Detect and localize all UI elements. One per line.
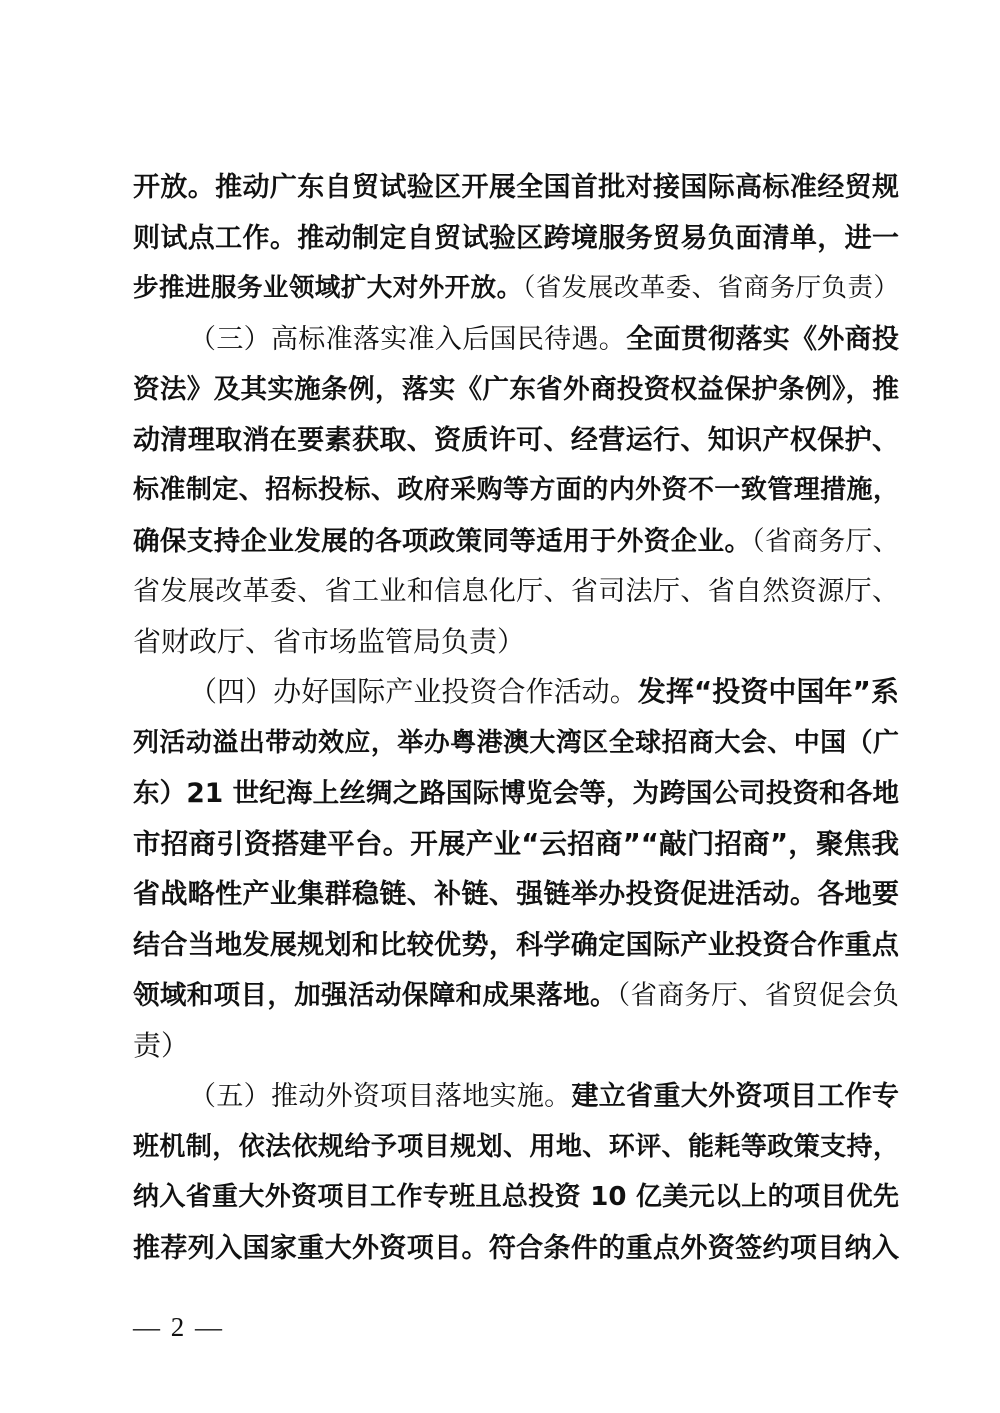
regular-text-segment: （省商务厅、省贸促会负 xyxy=(616,980,900,1011)
paragraph-heading-line xyxy=(133,667,899,718)
bold-text-segment: 发挥“投资中国年”系 xyxy=(637,675,899,708)
text-line xyxy=(133,465,899,516)
bold-text-segment: 东）21 世纪海上丝绸之路国际博览会等，为跨国公司投资和各地 xyxy=(133,778,899,809)
text-line xyxy=(133,718,899,769)
bold-text-segment: 领域和项目，加强活动保障和成果落地。 xyxy=(133,980,617,1011)
bold-text-segment: 动清理取消在要素获取、资质许可、经营运行、知识产权保护、 xyxy=(133,424,899,456)
regular-text-segment: （省发展改革委、省商务厅负责） xyxy=(522,273,899,303)
text-line xyxy=(133,566,899,617)
text-line xyxy=(133,819,899,870)
text-line xyxy=(133,869,899,920)
text-line xyxy=(133,162,899,213)
bold-text-segment: 列活动溢出带动效应，举办粤港澳大湾区全球招商大会、中国（广 xyxy=(133,727,899,758)
text-line xyxy=(133,516,899,567)
bold-text-segment: 纳入省重大外资项目工作专班且总投资 10 亿美元以上的项目优先 xyxy=(133,1182,899,1212)
regular-text-segment: 省财政厅、省市场监管局负责） xyxy=(133,624,526,658)
bold-text-segment: 资法》及其实施条例，落实《广东省外商投资权益保护条例》，推 xyxy=(133,374,899,405)
text-line xyxy=(133,1021,899,1072)
text-line xyxy=(133,1223,899,1274)
page-number: — 2 — xyxy=(133,1312,224,1342)
text-line xyxy=(133,1172,899,1223)
text-line xyxy=(133,617,899,668)
regular-text-segment: 责） xyxy=(133,1028,190,1062)
regular-text-segment: （五）推动外资项目落地实施。 xyxy=(189,1081,572,1112)
bold-text-segment: 市招商引资搭建平台。开展产业“云招商”“敲门招商”，聚焦我 xyxy=(133,827,899,860)
bold-text-segment: 结合当地发展规划和比较优势，科学确定国际产业投资合作重点 xyxy=(133,929,899,961)
body-text xyxy=(133,162,899,1273)
bold-text-segment: 全面贯彻落实《外商投 xyxy=(626,323,900,355)
regular-text-segment: （省商务厅、 xyxy=(751,525,900,557)
bold-text-segment: 则试点工作。推动制定自贸试验区跨境服务贸易负面清单，进一 xyxy=(133,222,899,254)
paragraph-heading-line xyxy=(133,1071,899,1122)
text-line xyxy=(133,1122,899,1173)
regular-text-segment: （三）高标准落实准入后国民待遇。 xyxy=(189,323,627,355)
text-line xyxy=(133,920,899,971)
bold-text-segment: 建立省重大外资项目工作专 xyxy=(571,1081,900,1112)
text-line xyxy=(133,364,899,415)
text-line xyxy=(133,970,899,1021)
bold-text-segment: 省战略性产业集群稳链、补链、强链举办投资促进活动。各地要 xyxy=(133,879,899,910)
text-line xyxy=(133,263,899,314)
text-line xyxy=(133,768,899,819)
bold-text-segment: 步推进服务业领域扩大对外开放。 xyxy=(133,273,523,303)
bold-text-segment: 推荐列入国家重大外资项目。符合条件的重点外资签约项目纳入 xyxy=(133,1232,899,1264)
bold-text-segment: 标准制定、招标投标、政府采购等方面的内外资不一致管理措施， xyxy=(133,475,899,505)
bold-text-segment: 确保支持企业发展的各项政策同等适用于外资企业。 xyxy=(133,525,752,557)
paragraph-heading-line xyxy=(133,314,899,365)
regular-text-segment: 省发展改革委、省工业和信息化厅、省司法厅、省自然资源厅、 xyxy=(133,576,899,607)
regular-text-segment: （四）办好国际产业投资合作活动。 xyxy=(189,675,638,708)
text-line xyxy=(133,415,899,466)
text-line xyxy=(133,213,899,264)
bold-text-segment: 班机制，依法依规给予项目规划、用地、环评、能耗等政策支持， xyxy=(133,1131,899,1162)
bold-text-segment: 开放。推动广东自贸试验区开展全国首批对接国际高标准经贸规 xyxy=(133,172,899,203)
